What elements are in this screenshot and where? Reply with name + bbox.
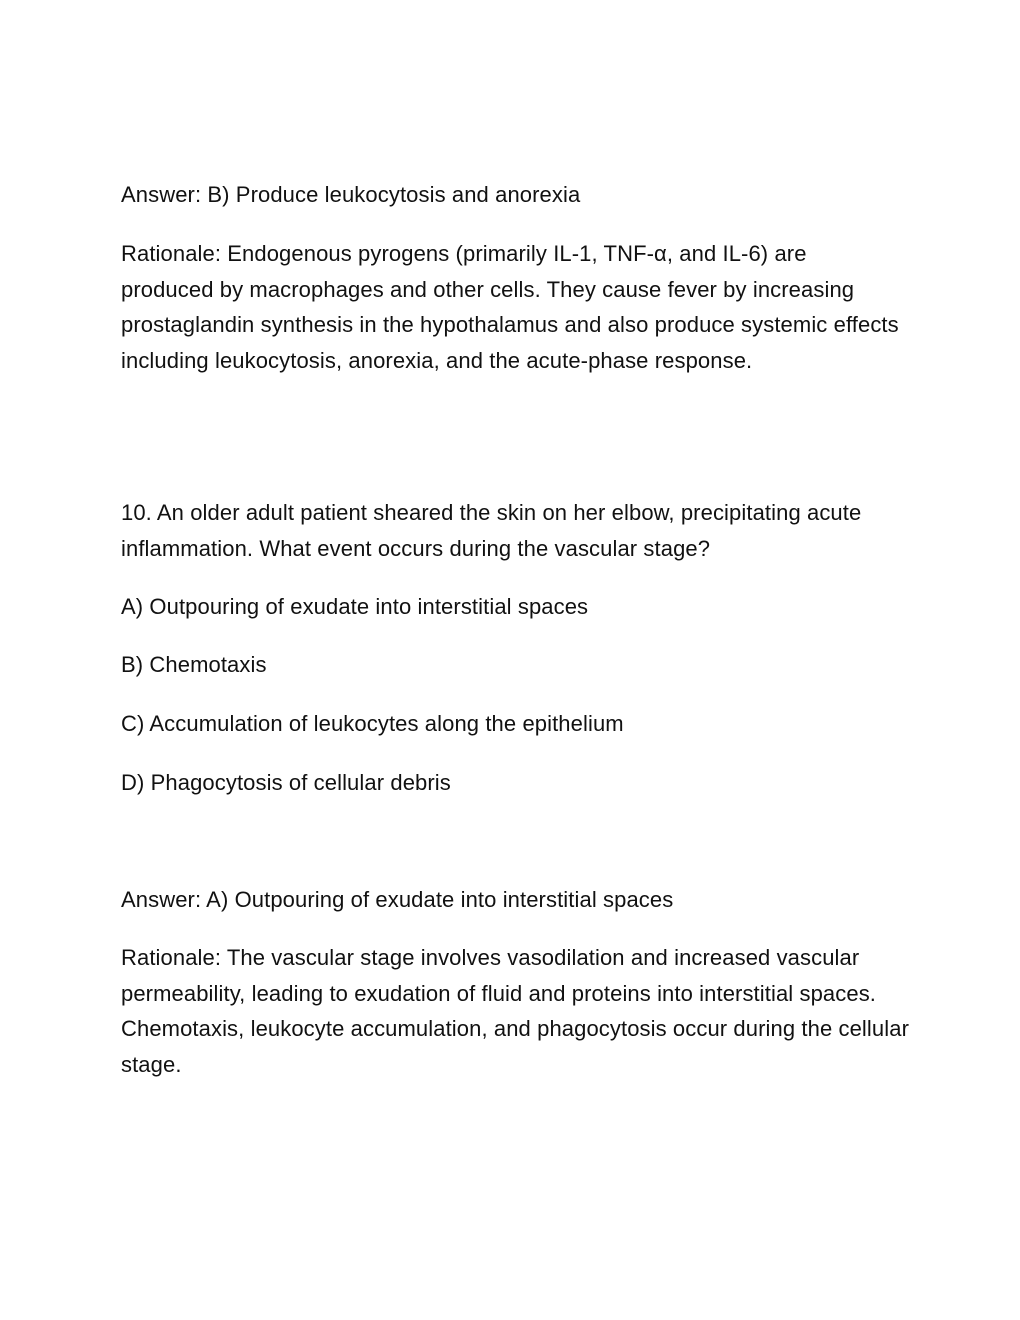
- option-d: D) Phagocytosis of cellular debris: [121, 770, 451, 795]
- previous-rationale: Rationale: Endogenous pyrogens (primarily IL-1, TNF-α, and IL-6) are produced by macrophages and other cells. They cause fever by increasing prostaglandin synthesis in the hypothalamus and also produce systemic effects including leukocytosis, anorexia, and the acute-phase response.: [121, 241, 899, 373]
- previous-answer: Answer: B) Produce leukocytosis and anorexia: [121, 182, 581, 207]
- question-10-answer: Answer: A) Outpouring of exudate into interstitial spaces: [121, 887, 674, 912]
- question-10-stem: 10. An older adult patient sheared the skin on her elbow, precipitating acute inflammation. What event occurs during the vascular stage?: [121, 500, 862, 561]
- option-a: A) Outpouring of exudate into interstitial spaces: [121, 594, 589, 619]
- option-c: C) Accumulation of leukocytes along the epithelium: [121, 711, 624, 736]
- question-10-rationale: Rationale: The vascular stage involves vasodilation and increased vascular permeability, leading to exudation of fluid and proteins into interstitial spaces. Chemotaxis, leukocyte accumulation, and phagocytosis occur during the cellular stage.: [121, 945, 909, 1077]
- option-b: B) Chemotaxis: [121, 652, 267, 677]
